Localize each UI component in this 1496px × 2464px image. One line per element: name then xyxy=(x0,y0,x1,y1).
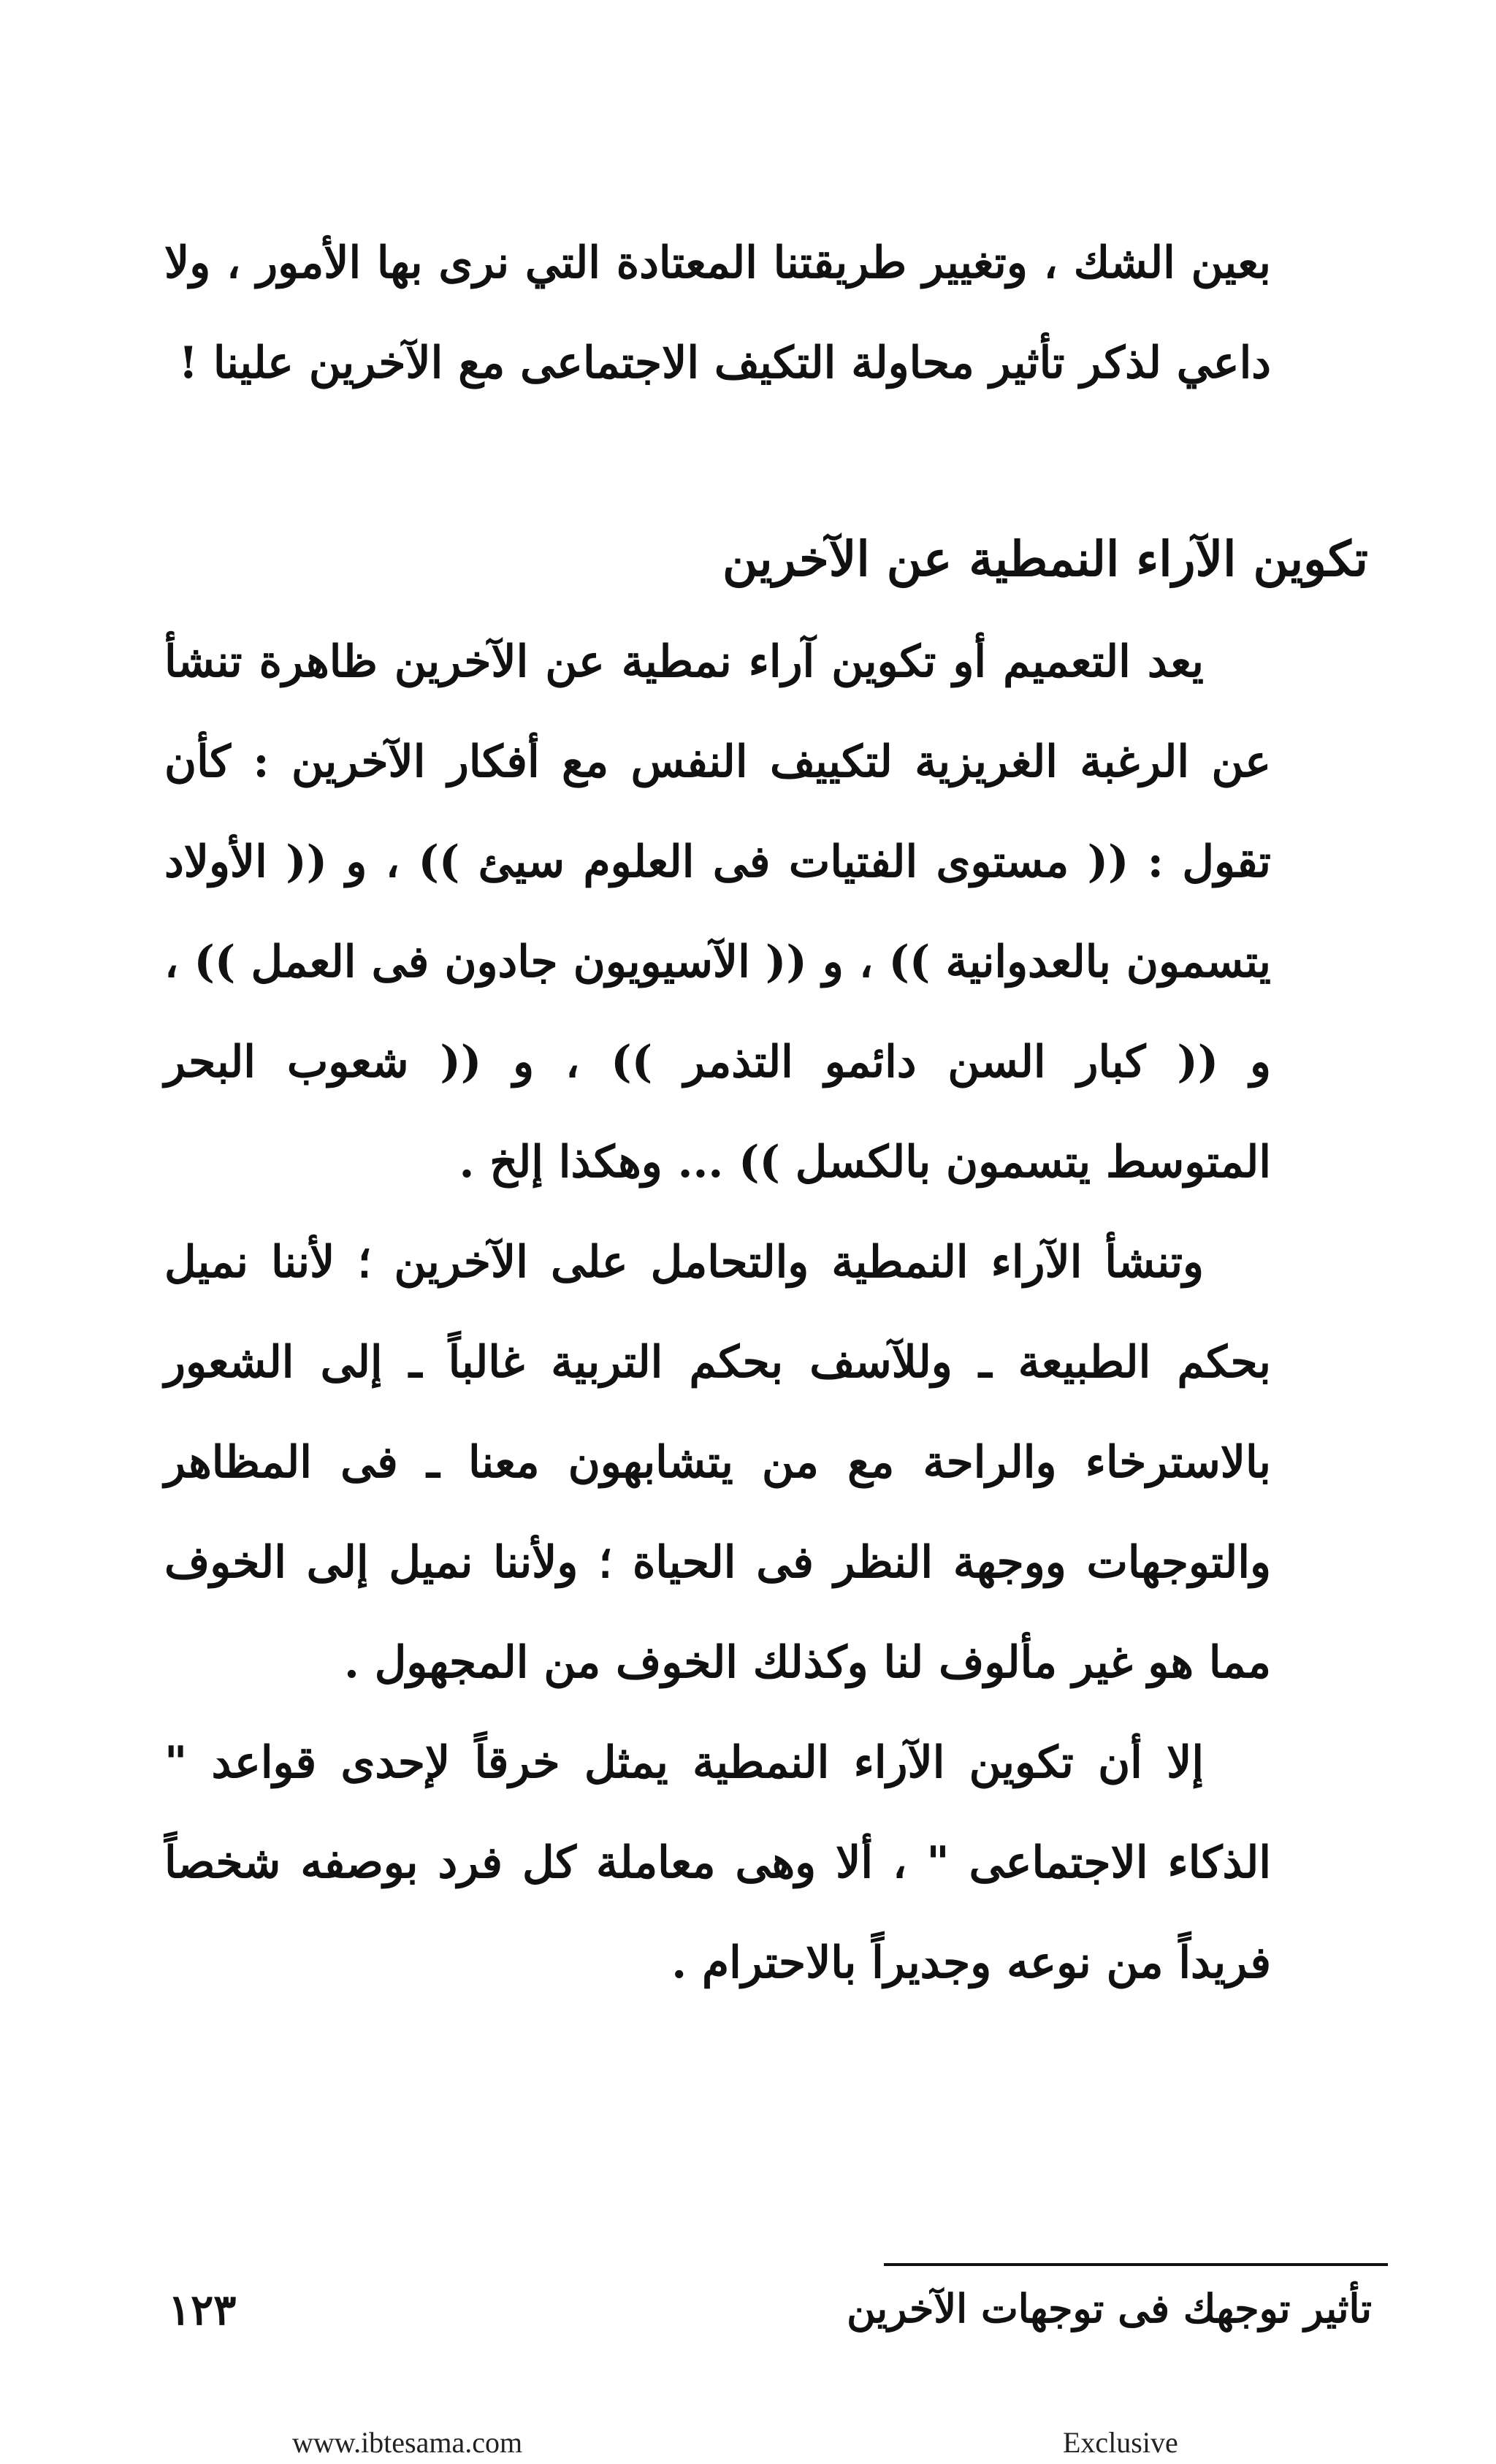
footer-divider xyxy=(884,2263,1388,2266)
section-heading: تكوين الآراء النمطية عن الآخرين xyxy=(722,530,1368,587)
section-body xyxy=(164,612,1271,2013)
intro-paragraph xyxy=(164,213,1271,413)
website-credit: www.ibtesama.com xyxy=(292,2426,523,2459)
exclusive-credit: Exclusive xyxy=(1063,2426,1178,2459)
body-paragraph-2: وتنشأ الآراء النمطية والتحامل على الآخرين ؛ لأننا نميل بحكم الطبيعة ـ وللآسف بحكم التربية غالباً ـ إلى الشعور بالاسترخاء والراحة مع من يتشابهون معنا ـ فى المظاهر والتوجهات ووجهة النظر فى الحياة ؛ ولأننا نميل إلى الخوف مما هو غير مألوف لنا وكذلك الخوف من المجهول . xyxy=(164,1237,1271,1688)
body-paragraph-3: إلا أن تكوين الآراء النمطية يمثل خرقاً لإحدى قواعد " الذكاء الاجتماعى " ، ألا وهى معاملة كل فرد بوصفه شخصاً فريداً من نوعه وجديراً بالاحترام . xyxy=(164,1737,1271,1988)
page-number: ١٢٣ xyxy=(168,2285,237,2335)
running-footer-title: تأثير توجهك فى توجهات الآخرين xyxy=(847,2285,1372,2332)
body-paragraph-1: يعد التعميم أو تكوين آراء نمطية عن الآخرين ظاهرة تنشأ عن الرغبة الغريزية لتكييف النفس مع أفكار الآخرين : كأن تقول : (( مستوى الفتيات فى العلوم سيئ )) ، و (( الأولاد يتسمون بالعدوانية )) ، و (( الآسيويون جادون فى العمل )) ، و (( كبار السن دائمو التذمر )) ، و (( شعوب البحر المتوسط يتسمون بالكسل )) ... وهكذا إلخ . xyxy=(164,636,1271,1188)
intro-text: بعين الشك ، وتغيير طريقتنا المعتادة التي نرى بها الأمور ، ولا داعي لذكر تأثير محاولة التكيف الاجتماعى مع الآخرين علينا ! xyxy=(164,237,1271,389)
